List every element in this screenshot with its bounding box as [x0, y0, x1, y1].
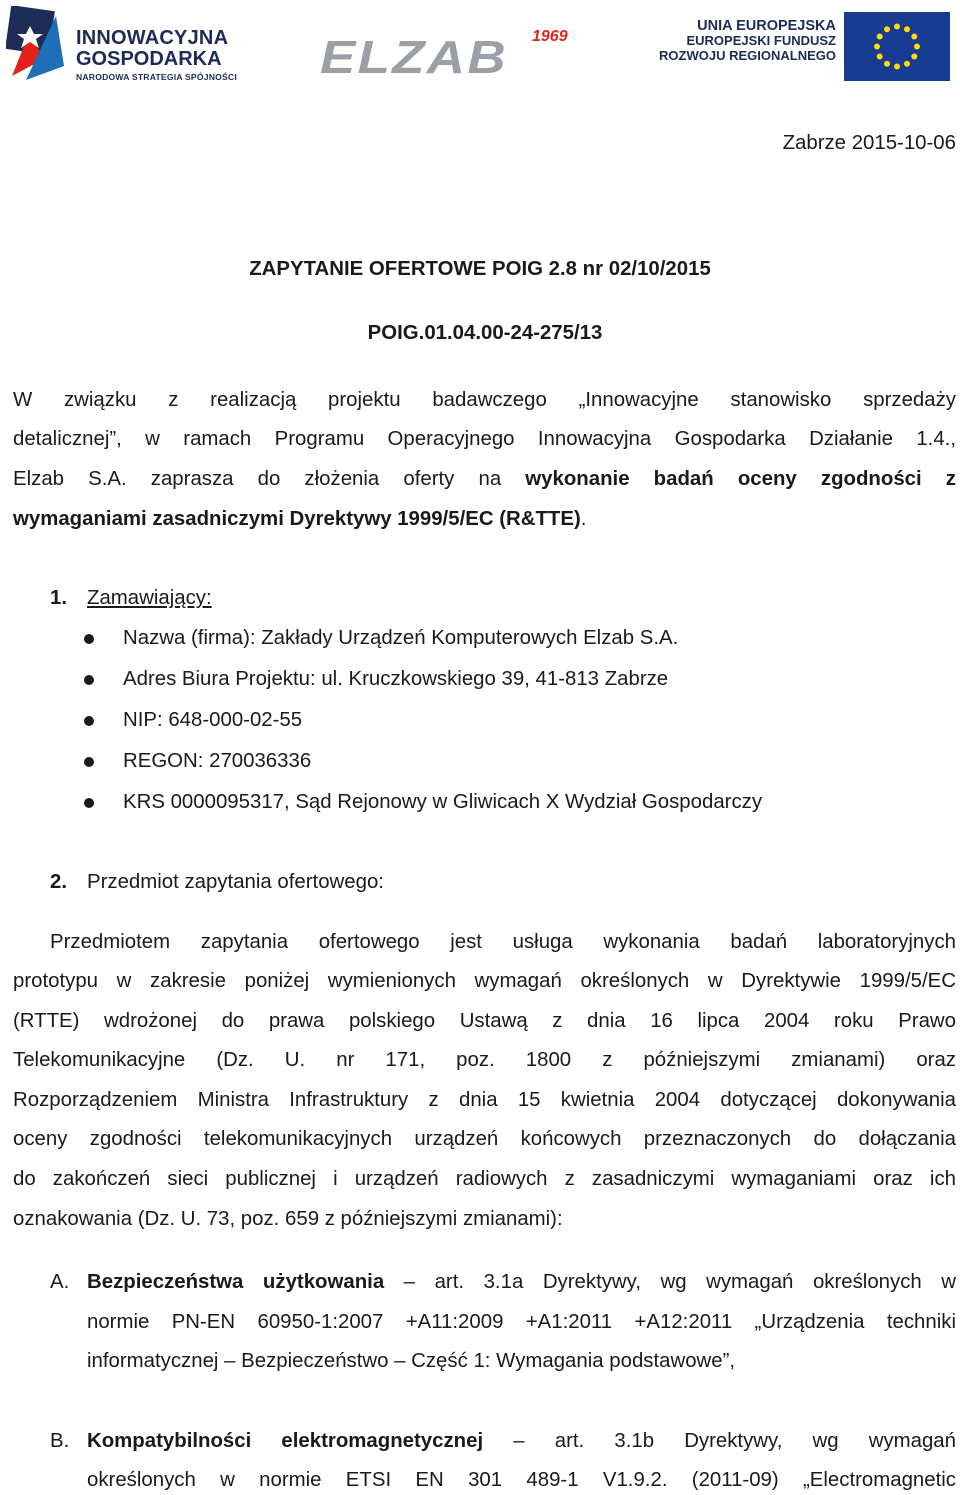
subject-line-4: Telekomunikacyjne (Dz. U. nr 171, poz. 1800 z późniejszymi zmianami) oraz	[13, 1049, 956, 1071]
innowacyjna-gospodarka-logo	[6, 6, 238, 84]
item-b-line-1	[87, 1431, 956, 1451]
subject-line-5: Rozporządzeniem Ministra Infrastruktury z dnia 15 kwietnia 2004 dotyczącej dokonywania	[13, 1089, 956, 1111]
subject-line-1: Przedmiotem zapytania ofertowego jest usługa wykonania badań laboratoryjnych	[50, 931, 956, 953]
eu-fund-text	[650, 18, 836, 63]
item-a-label: A.	[50, 1271, 70, 1293]
item-b-bold-title: Kompatybilności elektromagnetycznej	[87, 1430, 484, 1452]
orderer-krs: KRS 0000095317, Sąd Rejonowy w Gliwicach X Wydział Gospodarczy	[123, 791, 763, 813]
item-a-line-1	[87, 1272, 956, 1292]
orderer-nip: NIP: 648-000-02-55	[123, 709, 303, 731]
intro-line-3-bold: wykonanie badań oceny zgodności z	[525, 468, 956, 490]
bullet-icon	[84, 798, 94, 808]
intro-line-3	[13, 469, 956, 489]
subject-line-2: prototypu w zakresie poniżej wymienionych wymagań określonych w Dyrektywie 1999/5/EC	[13, 970, 956, 992]
bullet-icon	[84, 634, 94, 644]
item-b-label: B.	[50, 1430, 70, 1452]
eu-text-line-1: UNIA EUROPEJSKA	[697, 18, 836, 34]
eu-text-line-3: ROZWOJU REGIONALNEGO	[659, 47, 836, 63]
orderer-name: Nazwa (firma): Zakłady Urządzeń Komputerowych Elzab S.A.	[123, 627, 679, 649]
subject-line-6: oceny zgodności telekomunikacyjnych urządzeń końcowych przeznaczonych do dołączania	[13, 1128, 956, 1150]
item-a-line-1-rest: – art. 3.1a Dyrektywy, wg wymagań określonych w	[403, 1271, 957, 1293]
logo-line-1: INNOWACYJNA	[76, 27, 229, 49]
innowacyjna-gospodarka-emblem-icon	[6, 6, 68, 84]
intro-line-2: detalicznej”, w ramach Programu Operacyjnego Innowacyjna Gospodarka Działanie 1.4.,	[13, 428, 956, 450]
item-b-line-1-rest: – art. 3.1b Dyrektywy, wg wymagań	[513, 1430, 956, 1452]
orderer-regon: REGON: 270036336	[123, 750, 312, 772]
item-b-line-2: określonych w normie ETSI EN 301 489-1 V1.9.2. (2011-09) „Electromagnetic	[87, 1469, 956, 1491]
intro-line-4	[13, 509, 586, 529]
elzab-logo-year: 1969	[532, 28, 568, 45]
subject-line-3: (RTTE) wdrożonej do prawa polskiego Ustawą z dnia 16 lipca 2004 roku Prawo	[13, 1010, 956, 1032]
bullet-icon	[84, 675, 94, 685]
item-a-bold-title: Bezpieczeństwa użytkowania	[87, 1271, 385, 1293]
section-1-number: 1.	[50, 587, 68, 609]
elzab-logo-word: ELZAB	[320, 31, 508, 83]
intro-line-3-plain: Elzab S.A. zaprasza do złożenia oferty na	[13, 468, 502, 490]
document-date: Zabrze 2015-10-06	[782, 132, 956, 154]
section-2-number: 2.	[50, 871, 68, 893]
logo-line-3: NARODOWA STRATEGIA SPÓJNOŚCI	[76, 72, 237, 82]
eu-flag-icon	[844, 12, 950, 81]
document-reference-number: POIG.01.04.00-24-275/13	[367, 322, 603, 344]
elzab-logo	[320, 28, 588, 83]
subject-line-7: do zakończeń sieci publicznej i urządzeń radiowych z zasadniczymi wymaganiami oraz ich	[13, 1168, 956, 1190]
orderer-address: Adres Biura Projektu: ul. Kruczkowskiego 39, 41-813 Zabrze	[123, 668, 669, 690]
section-1-heading: Zamawiający:	[87, 587, 212, 609]
subject-line-8: oznakowania (Dz. U. 73, poz. 659 z późniejszymi zmianami):	[13, 1208, 563, 1230]
item-a-line-2: normie PN-EN 60950-1:2007 +A11:2009 +A1:2011 +A12:2011 „Urządzenia techniki	[87, 1311, 956, 1333]
section-2-heading: Przedmiot zapytania ofertowego:	[87, 871, 384, 893]
innowacyjna-gospodarka-text	[76, 28, 237, 82]
intro-line-4-bold: wymaganiami zasadniczymi Dyrektywy 1999/5/EC (R&TTE)	[13, 508, 581, 530]
intro-line-4-period: .	[580, 508, 587, 530]
eu-stars-icon	[844, 12, 950, 81]
intro-line-1: W związku z realizacją projektu badawczego „Innowacyjne stanowisko sprzedaży	[13, 389, 956, 411]
logo-line-2: GOSPODARKA	[76, 48, 222, 70]
document-title: ZAPYTANIE OFERTOWE POIG 2.8 nr 02/10/2015	[249, 258, 711, 280]
item-a-line-3: informatycznej – Bezpieczeństwo – Część 1: Wymagania podstawowe”,	[87, 1350, 736, 1372]
bullet-icon	[84, 757, 94, 767]
eu-text-line-2: EUROPEJSKI FUNDUSZ	[686, 33, 836, 49]
bullet-icon	[84, 716, 94, 726]
